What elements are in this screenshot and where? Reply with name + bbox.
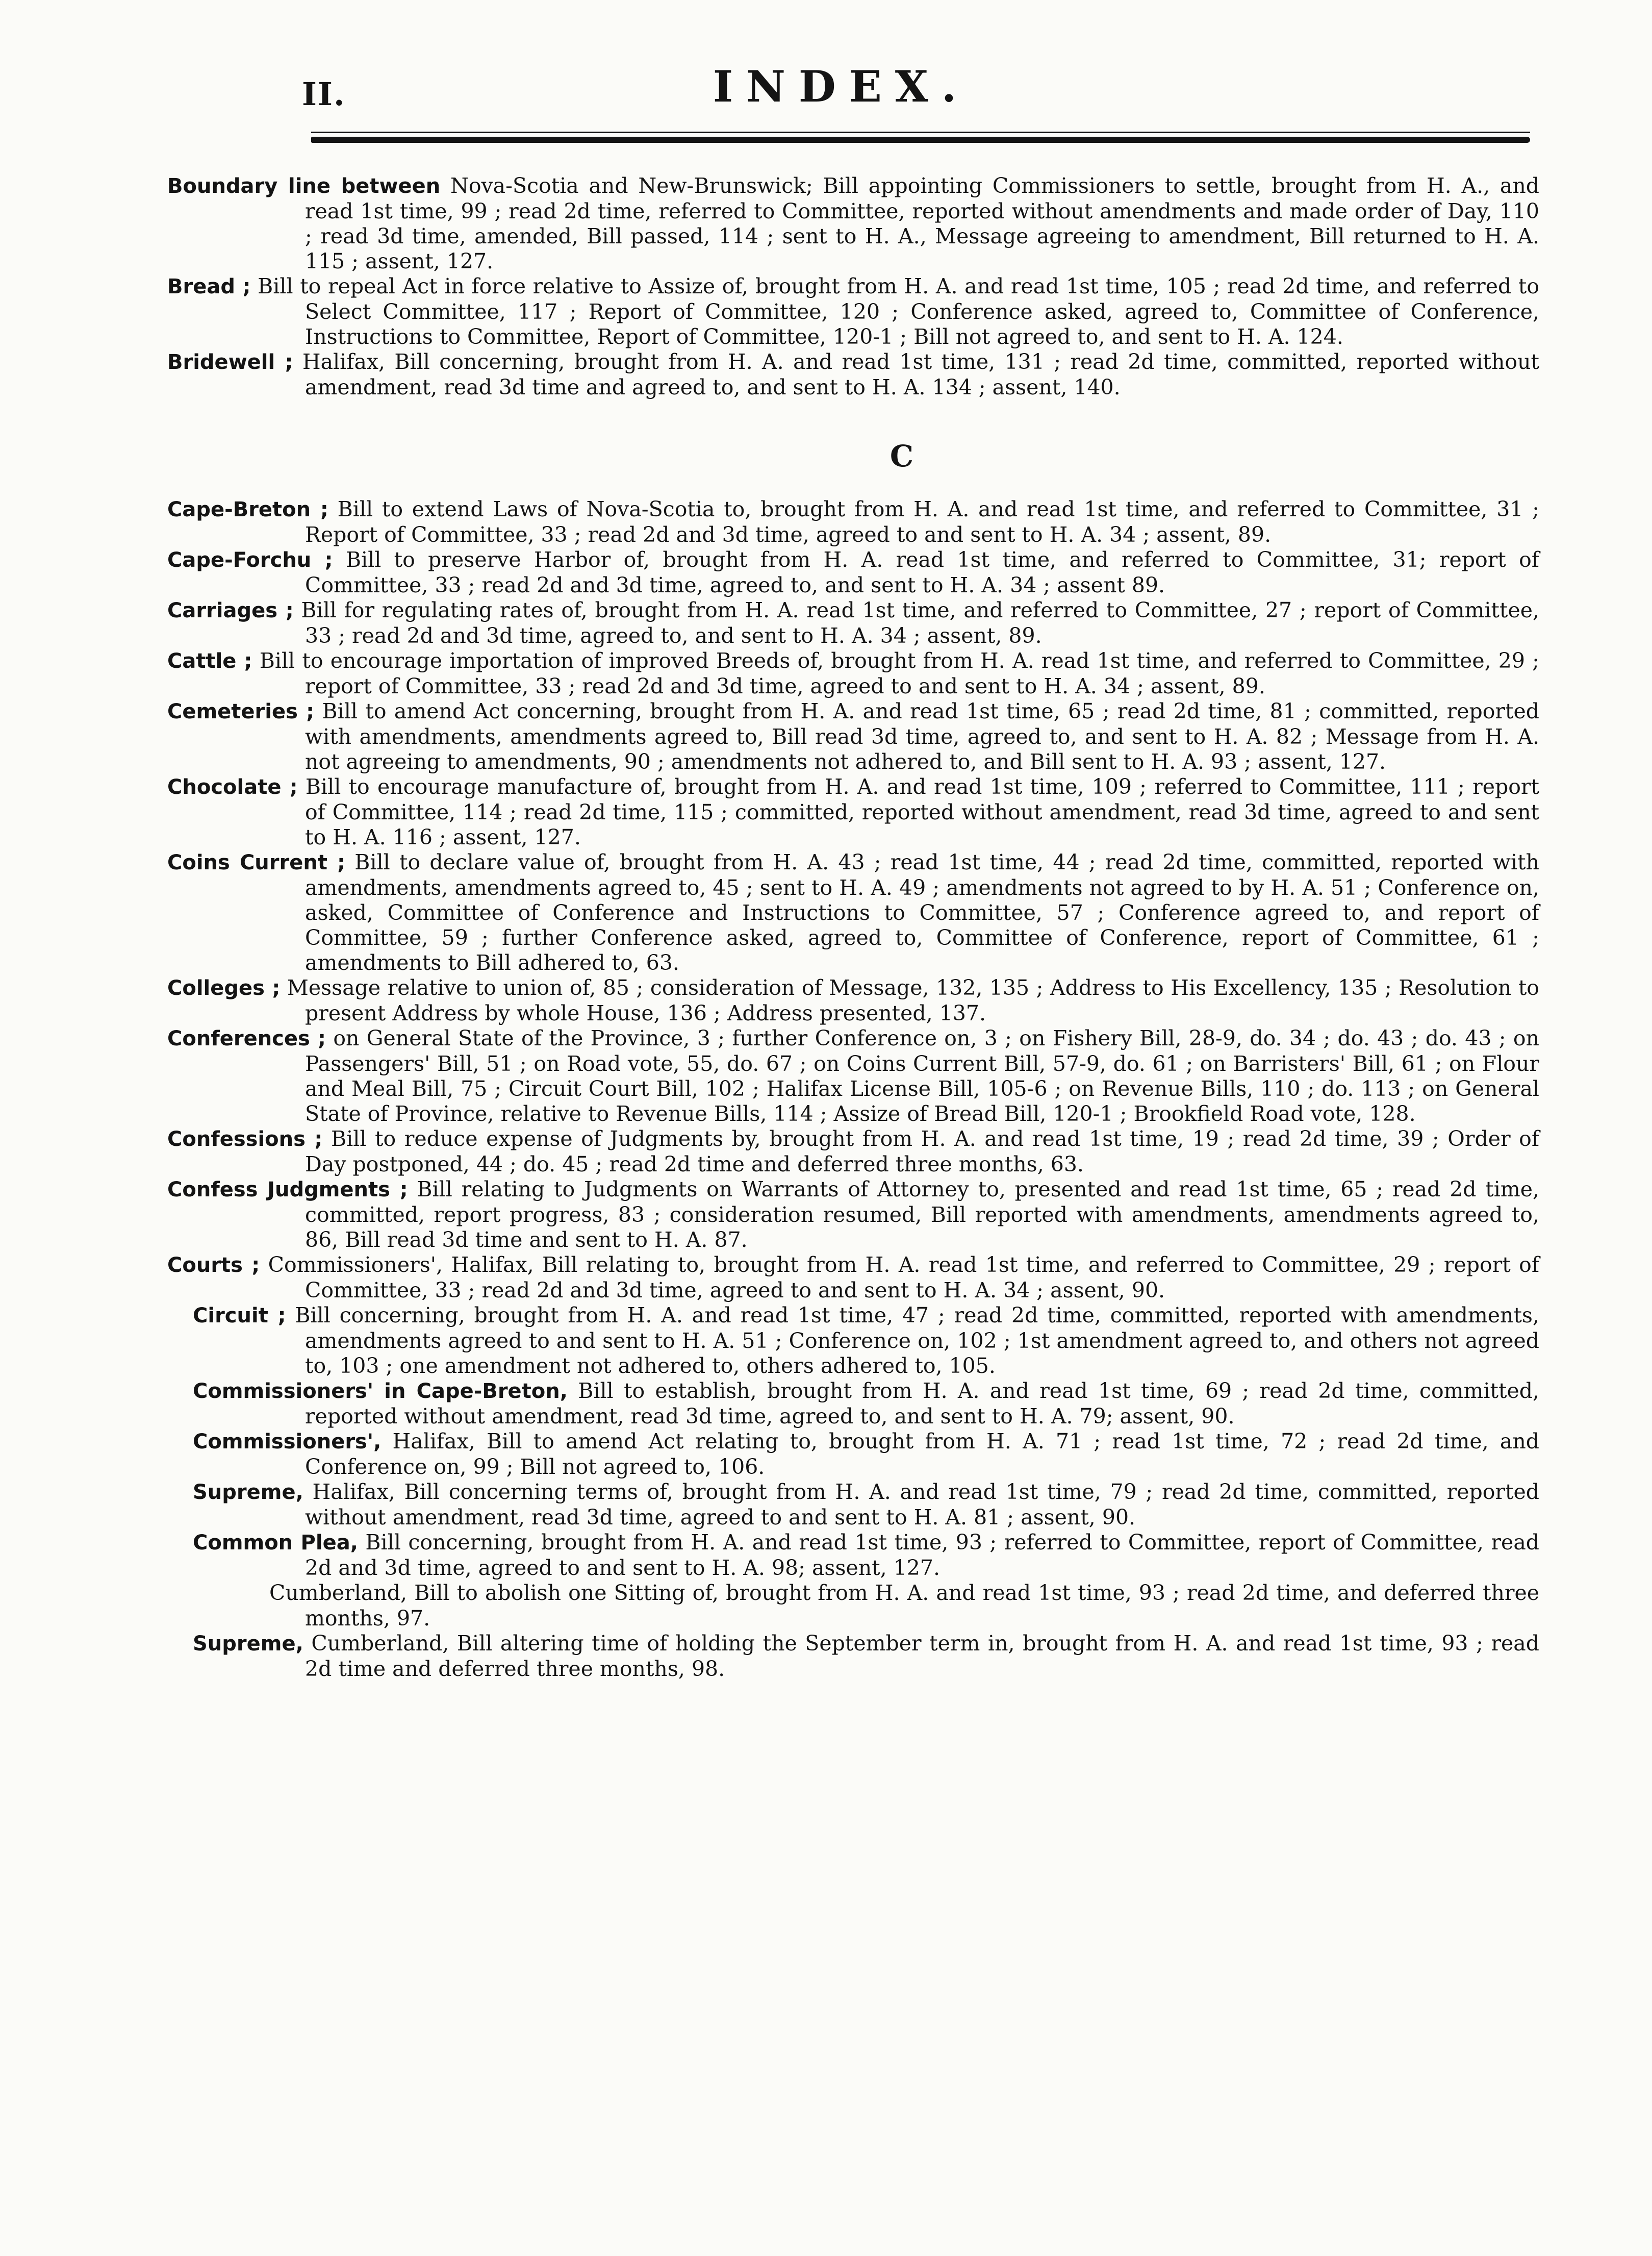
entry-text: Bill to encourage importation of improved Breeds of, brought from H. A. read 1st time, and referred to Committee, 29 ; report of Committee, 33 ; read 2d and 3d time, agreed to and sent to H. A. 34 ; assent, 89. bbox=[252, 648, 1539, 698]
entry-key: Bread ; bbox=[167, 275, 251, 298]
subentry-text: Cumberland, Bill altering time of holding the September term in, brought from H. A. and read 1st time, 93 ; read 2d time and deferred three months, 98. bbox=[303, 1631, 1539, 1681]
entry-text: Message relative to union of, 85 ; consideration of Message, 132, 135 ; Address to His Excellency, 135 ; Resolution to present Address by whole House, 136 ; Address presented, 137. bbox=[280, 975, 1539, 1025]
courts-subentries bbox=[193, 1303, 1540, 1682]
entry-key: Cape-Forchu ; bbox=[167, 548, 333, 572]
courts-subentry-cumberland bbox=[269, 1581, 1539, 1631]
index-entry-colleges bbox=[167, 975, 1539, 1026]
entry-text: Commissioners', Halifax, Bill relating to, brought from H. A. read 1st time, and referred to Committee, 29 ; report of Committee, 33 ; read 2d and 3d time, agreed to and sent to H. A. 34 ; assent, 90. bbox=[260, 1252, 1540, 1302]
index-entry-bread bbox=[167, 274, 1540, 349]
index-entry-cape-breton bbox=[167, 497, 1539, 547]
subentry-text: Bill to establish, brought from H. A. and read 1st time, 69 ; read 2d time, committed, reported without amendment, read 3d time, agreed to, and sent to H. A. 79; assent, 90. bbox=[305, 1378, 1540, 1428]
courts-subentry-common-plea bbox=[193, 1530, 1540, 1581]
entry-text: Bill to declare value of, brought from H. A. 43 ; read 1st time, 44 ; read 2d time, committed, reported with amendments, amendments agreed to, 45 ; sent to H. A. 49 ; amendments not agreed to by H. A. 51 ; Conference on, asked, Committee of Conference and Instructions to Committee, 57 ; Conference agreed to, and report of Committee, 59 ; further Conference asked, agreed to, Committee of Conference, report of Committee, 61 ; amendments to Bill adhered to, 63. bbox=[305, 850, 1539, 975]
index-entry-conferences bbox=[167, 1026, 1539, 1126]
entry-text: Bill relating to Judgments on Warrants of Attorney to, presented and read 1st time, 65 ; read 2d time, committed, report progress, 83 ; consideration resumed, Bill reported with amendments, amendments agreed to, 86, Bill read 3d time and sent to H. A. 87. bbox=[305, 1177, 1540, 1252]
subentry-text: Halifax, Bill to amend Act relating to, brought from H. A. 71 ; read 1st time, 72 ; read 2d time, and Conference on, 99 ; Bill not agreed to, 106. bbox=[305, 1429, 1539, 1479]
entry-key: Cape-Breton ; bbox=[167, 498, 328, 521]
courts-subentry-commissioners-halifax bbox=[193, 1429, 1539, 1480]
index-entry-courts bbox=[167, 1252, 1540, 1303]
entry-key: Cemeteries ; bbox=[167, 700, 315, 723]
header-rule-thin bbox=[311, 132, 1530, 133]
entry-key: Cattle ; bbox=[167, 649, 252, 673]
entry-key: Boundary line between bbox=[167, 174, 441, 198]
section-b-entries bbox=[167, 173, 1540, 400]
subentry-text: Bill concerning, brought from H. A. and read 1st time, 47 ; read 2d time, committed, reported with amendments, amendments agreed to and sent to H. A. 51 ; Conference on, 102 ; 1st amendment agreed to, and others not agreed to, 103 ; one amendment not adhered to, others adhered to, 105. bbox=[286, 1303, 1540, 1378]
courts-subentry-supreme-cumberland bbox=[193, 1631, 1539, 1682]
courts-subentry-supreme-halifax bbox=[193, 1480, 1539, 1530]
section-letter-c: C bbox=[889, 439, 914, 473]
section-c-entries bbox=[167, 497, 1540, 1303]
header-rule bbox=[311, 134, 1530, 145]
index-entry-carriages bbox=[167, 598, 1539, 648]
subentry-key: Commissioners', bbox=[193, 1430, 382, 1453]
page-title: INDEX. bbox=[713, 61, 970, 112]
subentry-key: Circuit ; bbox=[193, 1304, 286, 1327]
subentry-text: Cumberland, Bill to abolish one Sitting of, brought from H. A. and read 1st time, 93 ; read 2d time, and deferred three months, 97. bbox=[269, 1581, 1539, 1631]
subentry-key: Supreme, bbox=[193, 1481, 303, 1504]
entry-text: on General State of the Province, 3 ; further Conference on, 3 ; on Fishery Bill, 28-9, do. 34 ; do. 43 ; do. 43 ; on Passengers' Bill, 51 ; on Road vote, 55, do. 67 ; on Coins Current Bill, 57-9, do. 61 ; on Barristers' Bill, 61 ; on Flour and Meal Bill, 75 ; Circuit Court Bill, 102 ; Halifax License Bill, 105-6 ; on Revenue Bills, 110 ; do. 113 ; on General State of Province, relative to Revenue Bills, 114 ; Assize of Bread Bill, 120-1 ; Brookfield Road vote, 128. bbox=[305, 1026, 1539, 1126]
entry-key: Conferences ; bbox=[167, 1027, 326, 1050]
entry-text: Bill to preserve Harbor of, brought from H. A. read 1st time, and referred to Committee, 31; report of Committee, 33 ; read 2d and 3d time, agreed to, and sent to H. A. 34 ; assent 89. bbox=[305, 547, 1539, 597]
entry-key: Confessions ; bbox=[167, 1127, 323, 1151]
entry-key: Confess Judgments ; bbox=[167, 1178, 408, 1201]
index-entry-bridewell bbox=[167, 349, 1539, 400]
entry-key: Coins Current ; bbox=[167, 851, 346, 874]
index-entry-confessions bbox=[167, 1126, 1539, 1177]
entry-key: Colleges ; bbox=[167, 976, 281, 1000]
index-entry-confess-judgments bbox=[167, 1177, 1540, 1252]
entry-text: Halifax, Bill concerning, brought from H. A. and read 1st time, 131 ; read 2d time, committed, reported without amendment, read 3d time and agreed to, and sent to H. A. 134 ; assent, 140. bbox=[293, 349, 1539, 399]
courts-subentry-commissioners-cape-breton bbox=[193, 1378, 1540, 1429]
entry-key: Courts ; bbox=[167, 1254, 260, 1277]
index-entry-boundary-line bbox=[167, 173, 1539, 274]
header-rule-thick bbox=[311, 137, 1530, 143]
courts-subentry-circuit bbox=[193, 1303, 1540, 1378]
index-entry-cemeteries bbox=[167, 699, 1539, 774]
index-entry-cattle bbox=[167, 648, 1539, 699]
entry-text: Nova-Scotia and New-Brunswick; Bill appointing Commissioners to settle, brought from H. A., and read 1st time, 99 ; read 2d time, referred to Committee, reported without amendments and made order of Day, 110 ; read 3d time, amended, Bill passed, 114 ; sent to H. A., Message agreeing to amendment, Bill returned to H. A. 115 ; assent, 127. bbox=[305, 173, 1539, 273]
page-number: II. bbox=[302, 76, 346, 113]
index-entry-chocolate bbox=[167, 774, 1539, 850]
subentry-key: Common Plea, bbox=[193, 1531, 358, 1555]
entry-key: Bridewell ; bbox=[167, 350, 293, 374]
entry-key: Chocolate ; bbox=[167, 775, 298, 799]
entry-text: Bill to extend Laws of Nova-Scotia to, brought from H. A. and read 1st time, and referred to Committee, 31 ; Report of Committee, 33 ; read 2d and 3d time, agreed to and sent to H. A. 34 ; assent, 89. bbox=[305, 497, 1539, 547]
index-entry-cape-forchu bbox=[167, 547, 1539, 598]
entry-text: Bill to amend Act concerning, brought from H. A. and read 1st time, 65 ; read 2d time, 81 ; committed, reported with amendments, amendments agreed to, Bill read 3d time, agreed to, and sent to H. A. 82 ; Message from H. A. not agreeing to amendments, 90 ; amendments not adhered to, and Bill sent to H. A. 93 ; assent, 127. bbox=[305, 699, 1539, 774]
entry-text: Bill to encourage manufacture of, brought from H. A. and read 1st time, 109 ; referred to Committee, 111 ; report of Committee, 114 ; read 2d time, 115 ; committed, reported without amendment, read 3d time, agreed to and sent to H. A. 116 ; assent, 127. bbox=[297, 774, 1539, 849]
entry-text: Bill for regulating rates of, brought from H. A. read 1st time, and referred to Committee, 27 ; report of Committee, 33 ; read 2d and 3d time, agreed to, and sent to H. A. 34 ; assent, 89. bbox=[293, 598, 1539, 648]
entry-text: Bill to reduce expense of Judgments by, brought from H. A. and read 1st time, 19 ; read 2d time, 39 ; Order of Day postponed, 44 ; do. 45 ; read 2d time and deferred three months, 63. bbox=[305, 1126, 1539, 1176]
subentry-key: Commissioners' in Cape-Breton, bbox=[193, 1380, 568, 1403]
entry-text: Bill to repeal Act in force relative to Assize of, brought from H. A. and read 1st time, 105 ; read 2d time, and referred to Select Committee, 117 ; Report of Committee, 120 ; Conference asked, agreed to, Committee of Conference, Instructions to Committee, Report of Committee, 120-1 ; Bill not agreed to, and sent to H. A. 124. bbox=[250, 274, 1540, 349]
entry-key: Carriages ; bbox=[167, 599, 294, 622]
subentry-text: Halifax, Bill concerning terms of, brought from H. A. and read 1st time, 79 ; read 2d time, committed, reported without amendment, read 3d time, agreed to and sent to H. A. 81 ; assent, 90. bbox=[303, 1480, 1539, 1530]
subentry-key: Supreme, bbox=[193, 1632, 303, 1656]
index-content bbox=[167, 173, 1540, 1682]
subentry-text: Bill concerning, brought from H. A. and read 1st time, 93 ; referred to Committee, report of Committee, read 2d and 3d time, agreed to and sent to H. A. 98; assent, 127. bbox=[305, 1530, 1540, 1580]
index-entry-coins-current bbox=[167, 850, 1539, 975]
